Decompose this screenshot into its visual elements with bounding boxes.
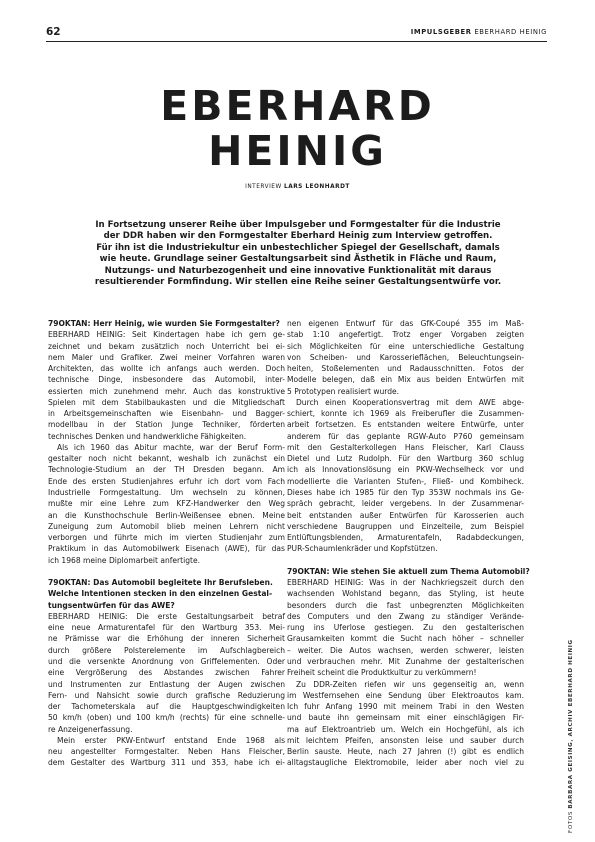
text-line: Grausamkeiten kommt die Sucht nach höher – schneller [287, 634, 524, 644]
text-line: verschiedene Baugruppen und Einzelteile, zum Beispiel [287, 521, 524, 531]
text-line: mußte mir eine Lehre zum KFZ-Handwerker den Weg [48, 499, 285, 509]
text-line: anderem für das geplante RGW-Auto P760 gemeinsam [287, 431, 524, 441]
text-line: dem Gestalter des Wartburg 311 und 353, habe ich ei- [48, 758, 285, 768]
body-column-right [287, 318, 530, 769]
text-line: mit leichtem Pfeifen, ansonsten leise und sauber durch [287, 735, 524, 745]
text-line: Praktikum in das Automobilwerk Eisenach (AWE), für das [48, 544, 285, 554]
lead-line: resultierender Formfindung. Wir stellen eine Reihe seiner Gestaltungsentwürfe vor. [94, 277, 502, 288]
text-line: Ende des ersten Studienjahres erfuhr ich dort vom Fach [48, 476, 285, 486]
text-line: Industrielle Formgestaltung. Um wechseln zu können, [48, 487, 285, 497]
text-line: gestalter noch nicht bekannt, weshalb ich zunächst ein [48, 454, 285, 464]
question-line: 79OKTAN: Das Automobil begleitete Ihr Berufsleben. [48, 578, 273, 588]
text-line: in Arbeitsgemeinschaften wie Eisenbahn- und Bagger- [48, 409, 285, 419]
question-line: 79OKTAN: Herr Heinig, wie wurden Sie Formgestalter? [48, 319, 280, 328]
text-line: der Tachometerskala auf die Hauptgeschwindigkeiten [48, 702, 285, 712]
text-line: Fern- und Nahsicht sowie durch grafische Reduzierung [48, 690, 285, 700]
text-line: EBERHARD HEINIG: Was in der Nachkriegszeit durch den [287, 578, 524, 588]
photo-credit [568, 639, 574, 833]
text-line: re Anzeigenerfassung. [48, 724, 133, 734]
question-line: 79OKTAN: Wie stehen Sie aktuell zum Thema Automobil? [287, 566, 530, 576]
byline [0, 184, 595, 190]
text-line: Ich fuhr Anfang 1990 mit meinem Trabi in den Westen [287, 702, 524, 712]
text-line: Zu DDR-Zeiten riefen wir uns gegenseitig an, wenn [296, 679, 524, 689]
text-line: modellbau in der Station Junge Techniker, förderten [48, 420, 285, 430]
lead-line: In Fortsetzung unserer Reihe über Impulsgeber und Formgestalter für die Industrie [95, 220, 501, 230]
text-line: Entlüftungsblenden, Armaturentafeln, Radabdeckungen, [287, 533, 524, 543]
lead-line: Für ihn ist die Industriekultur ein unbestechlicher Spiegel der Gesellschaft, damals [96, 242, 500, 253]
question-line: Welche Intentionen stecken in den einzelnen Gestal- [48, 589, 273, 599]
photo-credit-names: BARBARA GEISING, ARCHIV EBERHARD HEINIG [568, 639, 574, 809]
text-line: Technologie-Studium an der TH Dresden begann. Am [48, 465, 285, 475]
text-line: sich Möglichkeiten für eine unterschiedliche Gestaltung [287, 341, 524, 351]
text-line: beit entstanden außer Entwürfen für Karosserien auch [287, 510, 524, 520]
text-line: technische Dinge, insbesondere das Automobil, inter- [48, 375, 285, 385]
text-line: wachsenden Wohlstand begann, das Styling, ist heute [287, 589, 524, 599]
page-number: 62 [46, 26, 61, 38]
text-line: essierten mich zunehmend mehr. Auch das konstruktive [48, 386, 285, 396]
text-line: Modelle belegen, daß ein Mix aus beiden Entwürfen mit [287, 375, 524, 385]
question-line: tungsentwürfen für das AWE? [48, 600, 175, 610]
lead-line: wie heute. Grundlage seiner Gestaltungsarbeit sind Ästhetik in Fläche und Raum, [99, 254, 497, 265]
text-line: heiten, Stoßelementen und Radausschnitten. Fotos der [287, 364, 524, 374]
text-line: stab 1:10 angefertigt. Trotz enger Vorgaben zeigten [287, 330, 524, 340]
byline-label: INTERVIEW [245, 184, 282, 190]
running-head [411, 28, 547, 36]
text-line: und Instrumenten zur Entlastung der Augen zwischen [48, 679, 285, 689]
lead-line: der DDR haben wir den Formgestalter Eberhard Heinig zum Interview getroffen. [103, 231, 493, 242]
text-line: Dietel und Lutz Rudolph. Für den Wartburg 360 schlug [287, 454, 524, 464]
title-line-1: EBERHARD [160, 82, 435, 130]
text-line: Spielen mit dem Stabilbaukasten und die Mitgliedschaft [48, 397, 285, 407]
running-head-name: EBERHARD HEINIG [474, 28, 547, 36]
text-line: ich 1968 meine Diplomarbeit anfertigte. [48, 555, 200, 565]
text-line: Berlin sauste. Heute, nach 27 Jahren (!) gibt es endlich [287, 747, 524, 757]
text-line: PUR-Schaumlenkräder und Kopfstützen. [287, 544, 438, 554]
text-line: Architekten, das wollte ich anfangs auch werden. Doch [48, 364, 285, 374]
text-line: und verbrauchen mehr. Mit Zunahme der gestalterischen [287, 656, 524, 666]
lead-line: Nutzungs- und Naturbezogenheit und eine innovative Funktionalität mit daraus [104, 265, 492, 276]
lead-paragraph [78, 220, 518, 288]
text-line: 50 km/h (oben) und 100 km/h (rechts) für eine schnelle- [48, 713, 285, 723]
header-rule [46, 41, 547, 42]
text-line: Als ich 1960 das Abitur machte, war der Beruf Form- [57, 442, 285, 452]
text-line: technisches Denken und handwerkliche Fähigkeiten. [48, 431, 247, 441]
text-line: durch größere Polsterelemente im Aufschlagbereich [48, 645, 285, 655]
text-line: arbeit fortsetzen. Es entstanden weitere Entwürfe, unter [287, 420, 524, 430]
paragraph-gap [48, 566, 285, 577]
text-line: schiert, konnte ich 1969 als Freiberufler die Zusammen- [287, 409, 524, 419]
text-line: Dieses habe ich 1985 für den Typ 353W nochmals ins Ge- [287, 487, 524, 497]
running-head-section: IMPULSGEBER [410, 28, 472, 36]
text-line: Freiheit scheint die Produktkultur zu verkümmern! [287, 668, 477, 678]
text-line: eine neue Armaturentafel für den Wartburg 353. Mei- [48, 623, 285, 633]
text-line: nen eigenen Entwurf für das GfK-Coupé 355 im Maß- [287, 319, 524, 328]
text-line: Zuneigung zum Automobil blieb meinen Lehrern nicht [48, 521, 285, 531]
text-line: eine Vergrößerung des Abstandes zwischen Fahrer [48, 668, 285, 678]
text-line: an die Kunsthochschule Berlin-Weißensee ebnen. Meine [48, 510, 285, 520]
paragraph-gap [287, 555, 524, 566]
body-column-left [48, 318, 285, 769]
text-line: nem Maler und Grafiker. Zwei meiner Vorfahren waren [48, 352, 285, 362]
text-line: und baute ihn gemeinsam mit einer einschlägigen Fir- [287, 713, 524, 723]
text-line: ich als Innovationslösung ein PKW-Wechselheck vor und [287, 465, 524, 475]
text-line: neu angestellter Formgestalter. Neben Hans Fleischer, [48, 747, 285, 757]
text-line: im Westfernsehen eine Sendung über Elektroautos kam. [287, 690, 524, 700]
byline-author: LARS LEONHARDT [284, 184, 350, 190]
text-line: spräch gebracht, leider vergebens. In der Zusammenar- [287, 499, 524, 509]
article-title [0, 84, 595, 174]
text-line: Durch einen Kooperationsvertrag mit dem AWE abge- [296, 397, 524, 407]
text-line: rung ins Uferlose gestiegen. Zu den gestalterischen [287, 623, 524, 633]
text-line: Mein erster PKW-Entwurf entstand Ende 1968 als [57, 735, 285, 745]
text-line: verborgen und führte mich im vierten Studienjahr zum [48, 533, 285, 543]
text-line: EBERHARD HEINIG: Seit Kindertagen habe ich gern ge- [48, 330, 285, 340]
text-line: mit den Gestalterkollegen Hans Fleischer, Karl Clauss [287, 442, 524, 452]
text-line: des Computers und den Zwang zu ständiger Verände- [287, 611, 524, 621]
text-line: von Scheiben- und Karosserieflächen, Beleuchtungsein- [287, 352, 524, 362]
text-line: modellierte die Varianten Stufen-, Fließ- und Kombiheck. [287, 476, 524, 486]
text-line: – weiter. Die Autos wachsen, werden schwerer, leisten [287, 645, 524, 655]
title-line-2: HEINIG [208, 127, 387, 175]
text-line: alltagstaugliche Elektromobile, leider aber noch viel zu [287, 758, 524, 768]
text-line: ne Prämisse war die Erhöhung der inneren Sicherheit [48, 634, 285, 644]
photo-credit-label: FOTOS [568, 811, 574, 833]
text-line: zeichnet und bekam zusätzlich noch Unterricht bei ei- [48, 341, 285, 351]
text-line: und die versenkte Anordnung von Griffelementen. Oder [48, 656, 285, 666]
text-line: EBERHARD HEINIG: Die erste Gestaltungsarbeit betraf [48, 611, 285, 621]
text-line: ma auf Elektroantrieb um. Welch ein Hochgefühl, als ich [287, 724, 524, 734]
text-line: 5 Prototypen realisiert wurde. [287, 386, 400, 396]
text-line: besonders durch die fast unbegrenzten Möglichkeiten [287, 600, 524, 610]
